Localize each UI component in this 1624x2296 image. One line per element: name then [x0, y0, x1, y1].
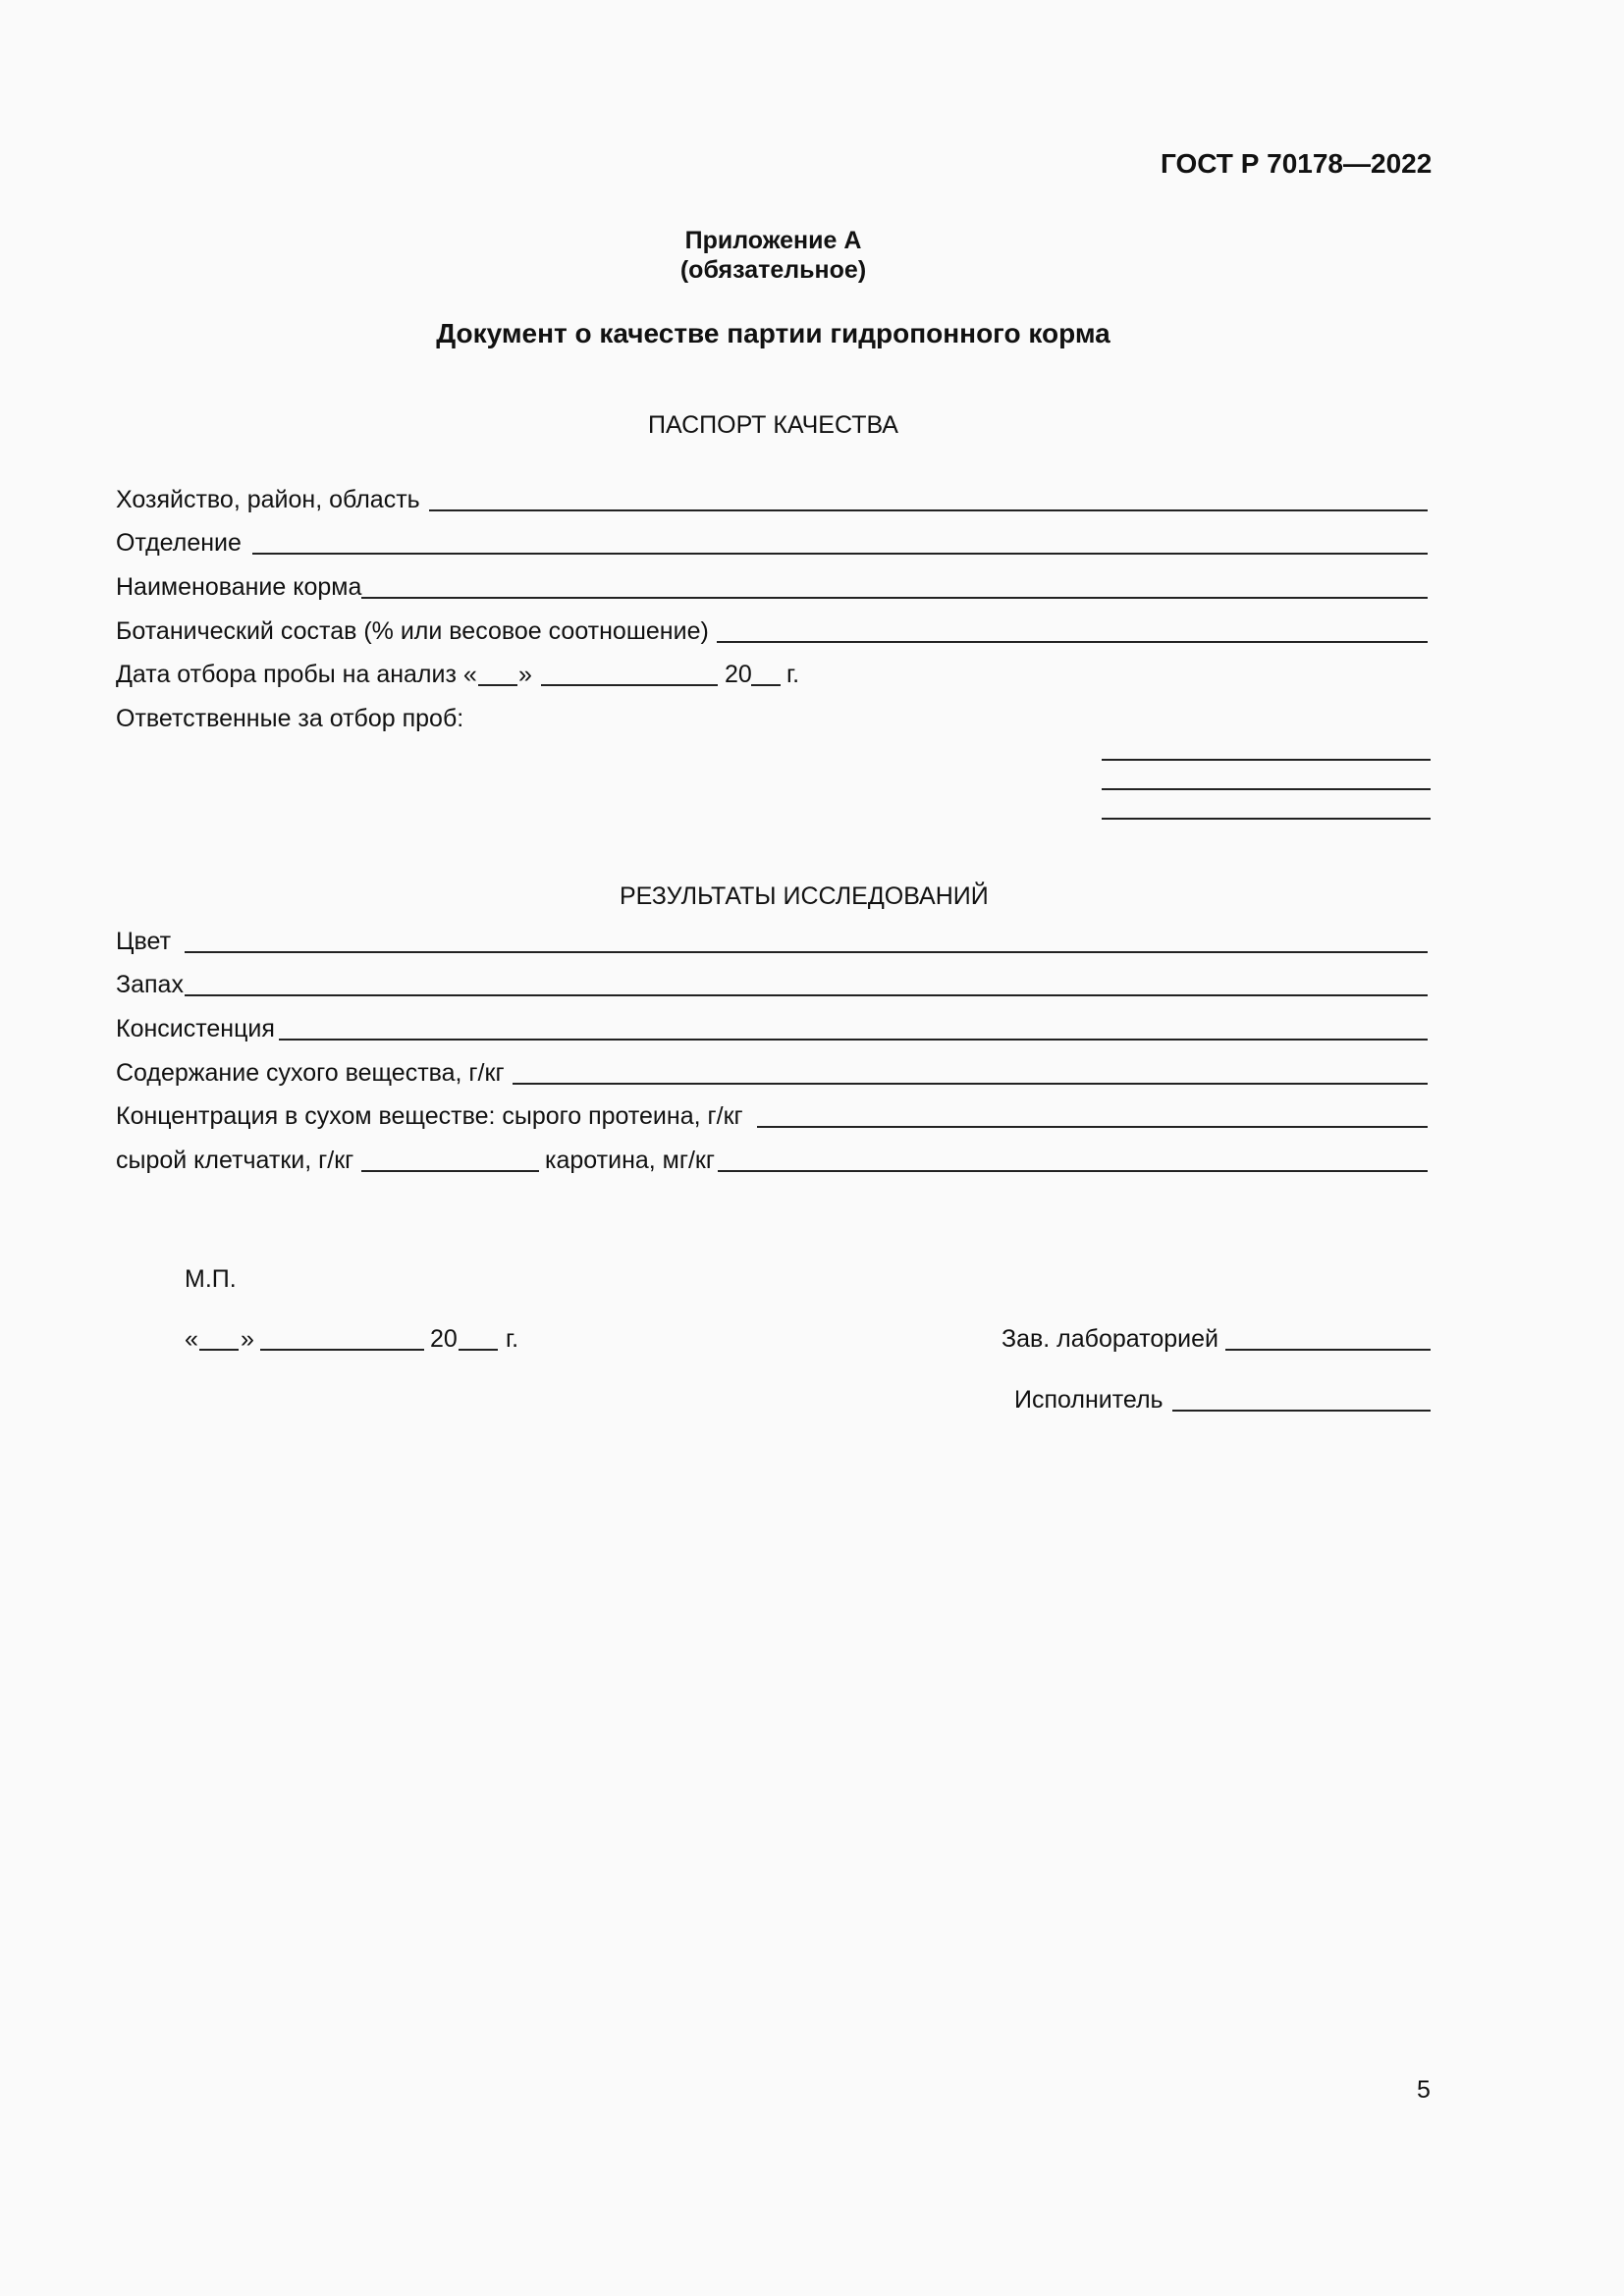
fiber-field[interactable]: [361, 1170, 539, 1172]
signature-date-open-quote: «: [185, 1325, 198, 1353]
signature-date-year-suffix: г.: [506, 1325, 519, 1353]
responsible-field-1[interactable]: [1102, 759, 1431, 761]
document-title: Документ о качестве партии гидропонного корма: [436, 318, 1110, 348]
page-number: 5: [1417, 2076, 1431, 2104]
carotene-label: каротина, мг/кг: [545, 1147, 715, 1174]
sample-date-prefix: Дата отбора пробы на анализ «: [116, 661, 477, 688]
botanical-field[interactable]: [717, 641, 1428, 643]
sample-date-year-suffix: г.: [786, 661, 800, 688]
signature-date-year-field[interactable]: [459, 1349, 498, 1351]
protein-label: Концентрация в сухом веществе: сырого протеина, г/кг: [116, 1102, 743, 1130]
sample-date-month-field[interactable]: [541, 684, 718, 686]
protein-field[interactable]: [757, 1126, 1428, 1128]
farm-field[interactable]: [429, 509, 1428, 511]
lab-head-label: Зав. лабораторией: [1001, 1325, 1218, 1353]
farm-label: Хозяйство, район, область: [116, 486, 420, 513]
responsible-field-3[interactable]: [1102, 818, 1431, 820]
appendix-status: (обязательное): [679, 256, 867, 284]
branch-label: Отделение: [116, 529, 242, 557]
carotene-field[interactable]: [718, 1170, 1428, 1172]
signature-date-month-field[interactable]: [260, 1349, 424, 1351]
signature-date-day-field[interactable]: [199, 1349, 239, 1351]
botanical-label: Ботанический состав (% или весовое соотношение): [116, 617, 709, 645]
signature-date-year-prefix: 20: [430, 1325, 458, 1353]
stamp-label: М.П.: [185, 1265, 237, 1293]
responsible-field-2[interactable]: [1102, 788, 1431, 790]
sample-date-year-field[interactable]: [751, 684, 781, 686]
executor-signature-field[interactable]: [1172, 1410, 1431, 1412]
appendix-title: Приложение А: [684, 227, 862, 254]
standard-code: ГОСТ Р 70178—2022: [1161, 148, 1433, 179]
feed-name-label: Наименование корма: [116, 573, 362, 601]
feed-name-field[interactable]: [361, 597, 1428, 599]
executor-label: Исполнитель: [1014, 1386, 1164, 1414]
consistency-label: Консистенция: [116, 1015, 275, 1042]
color-label: Цвет: [116, 928, 172, 955]
branch-field[interactable]: [252, 553, 1428, 555]
consistency-field[interactable]: [279, 1039, 1428, 1041]
responsible-label: Ответственные за отбор проб:: [116, 705, 464, 732]
lab-head-signature-field[interactable]: [1225, 1349, 1431, 1351]
smell-field[interactable]: [185, 994, 1428, 996]
sample-date-close-quote: »: [518, 661, 532, 688]
signature-date-close-quote: »: [241, 1325, 254, 1353]
fiber-label: сырой клетчатки, г/кг: [116, 1147, 354, 1174]
color-field[interactable]: [185, 951, 1428, 953]
sample-date-year-prefix: 20: [725, 661, 752, 688]
dry-matter-label: Содержание сухого вещества, г/кг: [116, 1059, 505, 1087]
dry-matter-field[interactable]: [513, 1083, 1428, 1085]
sample-date-day-field[interactable]: [478, 684, 517, 686]
smell-label: Запах: [116, 971, 184, 998]
results-section-title: РЕЗУЛЬТАТЫ ИССЛЕДОВАНИЙ: [620, 882, 989, 910]
passport-section-title: ПАСПОРТ КАЧЕСТВА: [648, 411, 898, 439]
